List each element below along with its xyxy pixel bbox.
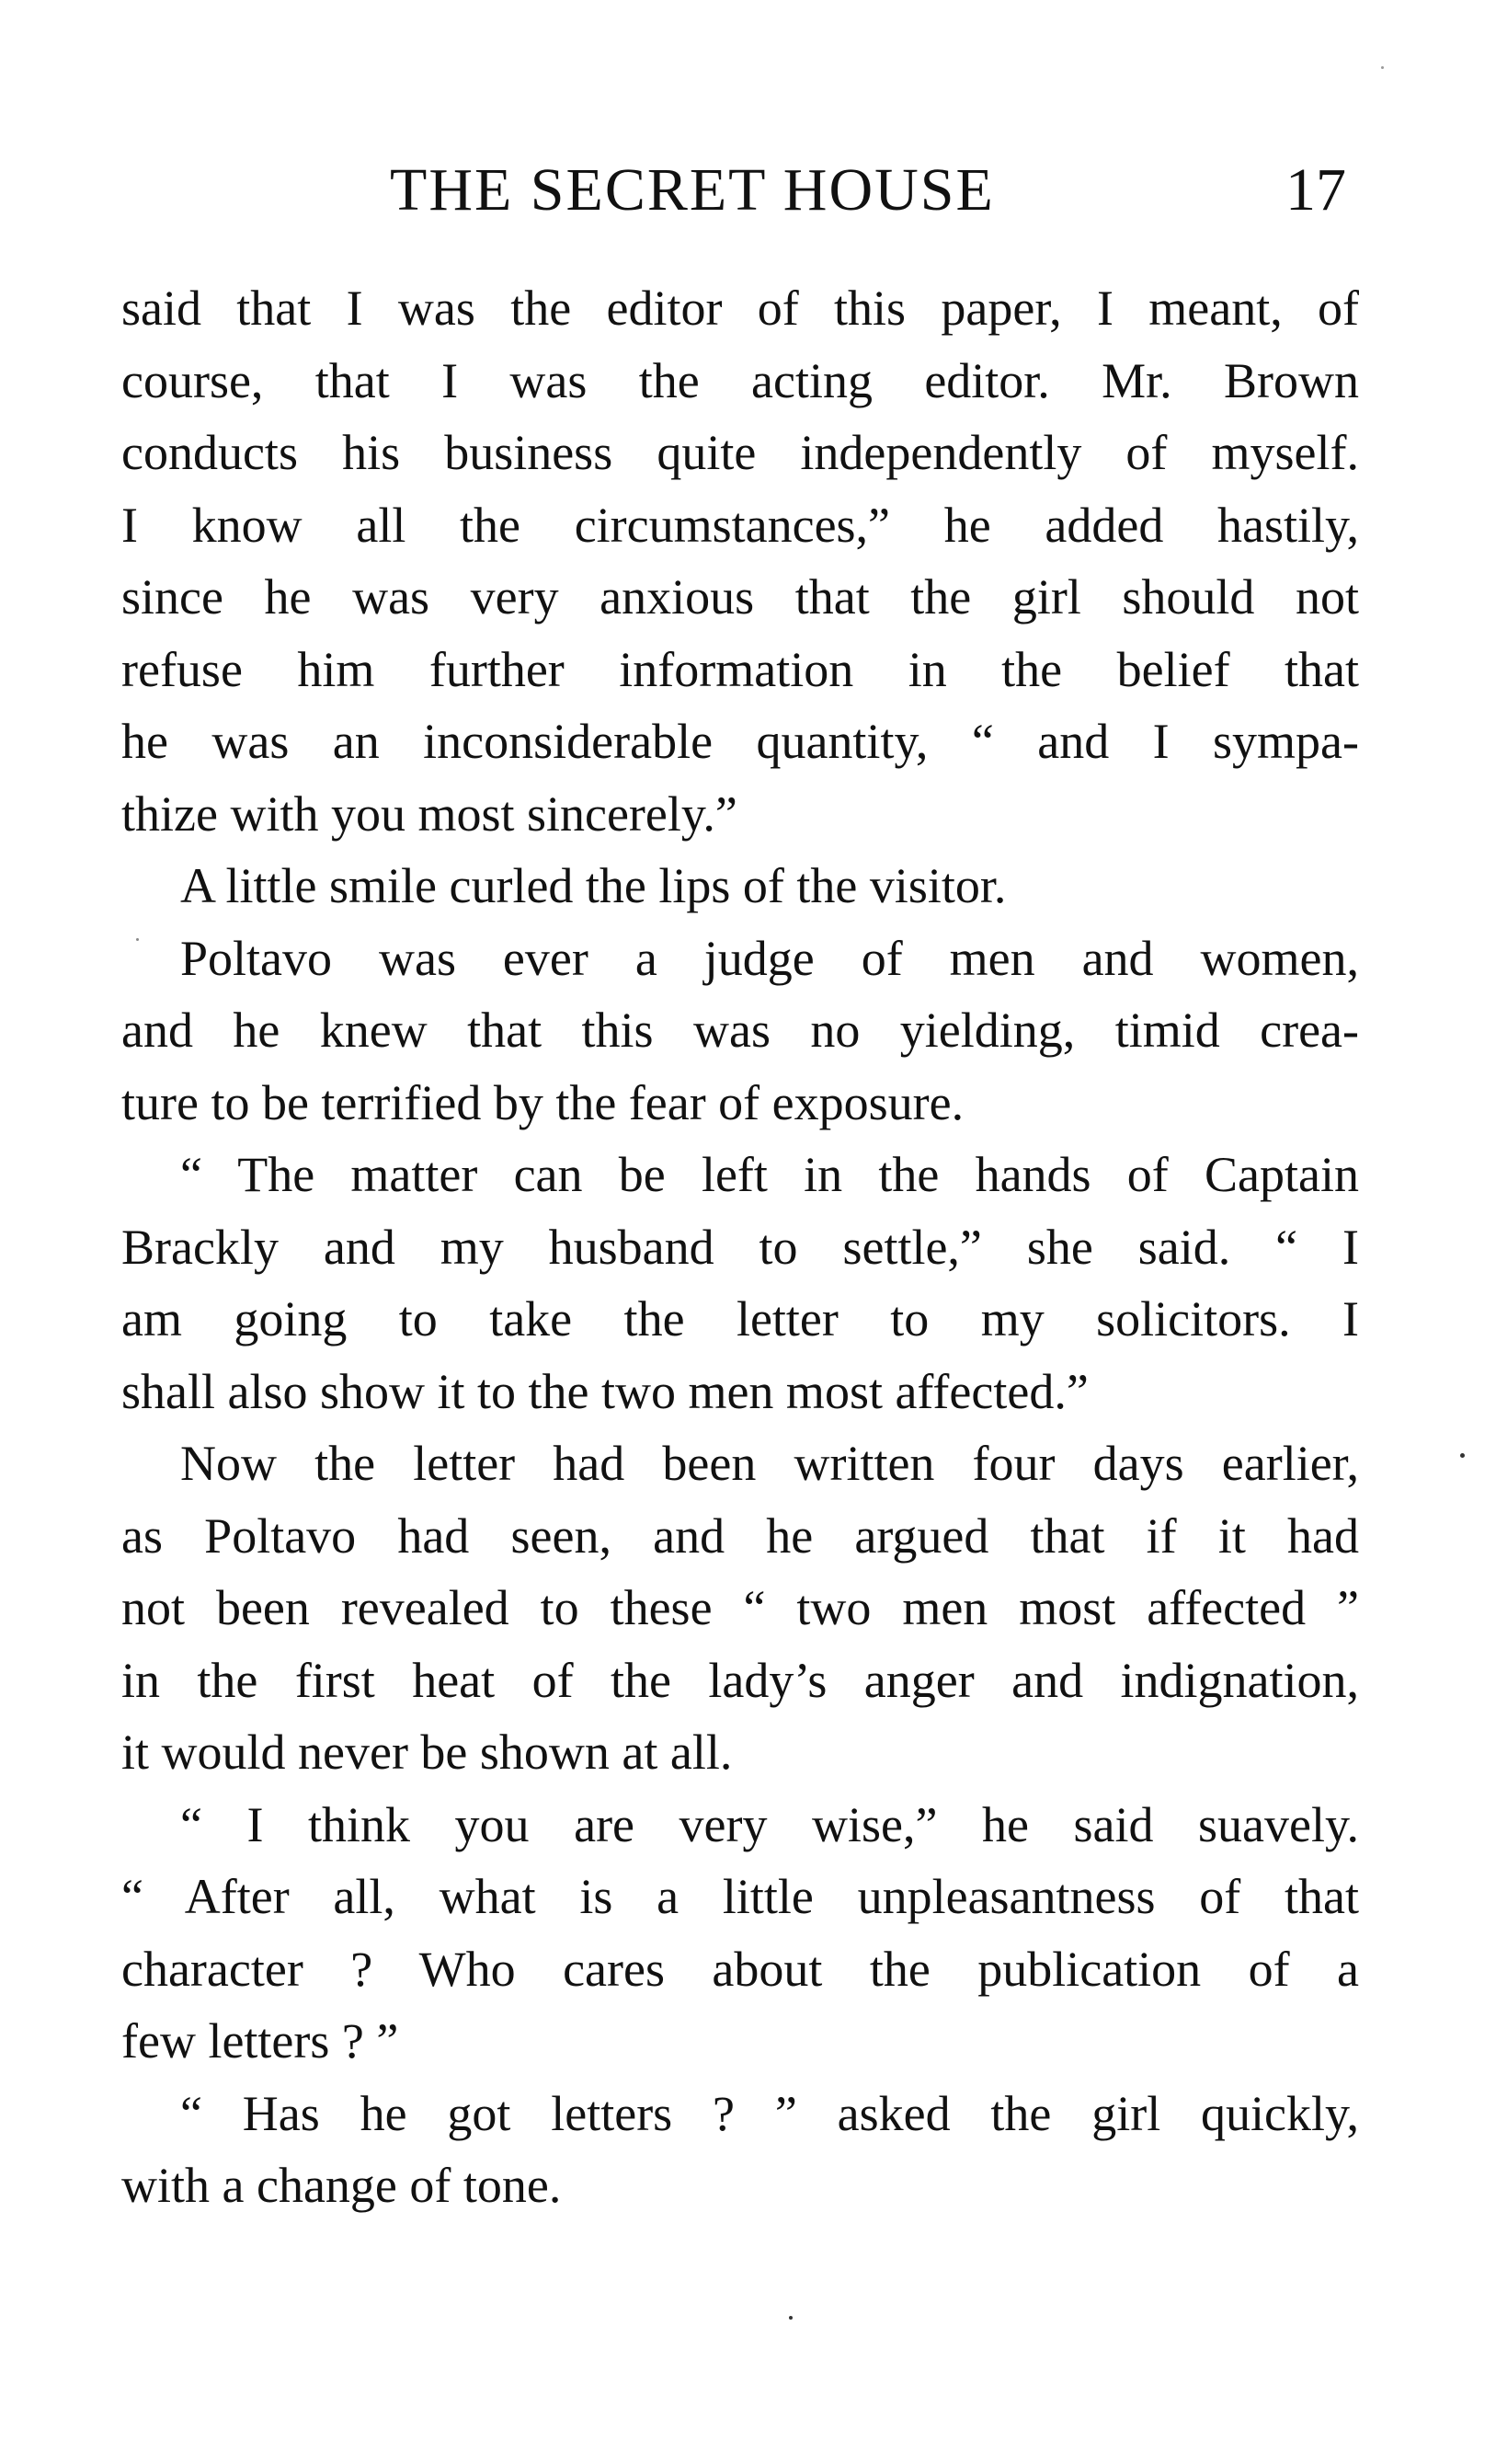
text-line: conducts his business quite independently of myself. — [121, 425, 1359, 480]
text-line: Now the letter had been written four days earlier, — [180, 1436, 1359, 1491]
text-line: since he was very anxious that the girl should not — [121, 569, 1359, 625]
text-line: in the first heat of the lady’s anger and indignation, — [121, 1652, 1359, 1708]
paragraph — [121, 272, 1359, 850]
text-line: few letters ? ” — [121, 2013, 399, 2069]
text-line: “ The matter can be left in the hands of Captain — [180, 1147, 1359, 1202]
print-speck — [1381, 66, 1384, 69]
paragraph — [121, 1139, 1359, 1427]
text-line: “ Has he got letters ? ” asked the girl quickly, — [180, 2085, 1359, 2141]
text-line: as Poltavo had seen, and he argued that if it had — [121, 1507, 1359, 1564]
text-line: Poltavo was ever a judge of men and women, — [180, 930, 1359, 986]
paragraph — [121, 1427, 1359, 1789]
text-line: it would never be shown at all. — [121, 1725, 733, 1780]
text-line: said that I was the editor of this paper, I meant, of — [121, 281, 1359, 336]
paragraph — [121, 2078, 1359, 2222]
text-line: am going to take the letter to my solicitors. I — [121, 1291, 1359, 1347]
text-line: refuse him further information in the belief that — [121, 641, 1359, 697]
text-line: character ? Who cares about the publication of a — [121, 1941, 1359, 1997]
paragraph — [121, 1789, 1359, 2078]
body-text — [121, 272, 1359, 2222]
running-head — [0, 149, 1496, 232]
text-line: “ After all, what is a little unpleasantness of that — [121, 1869, 1359, 1924]
print-speck — [789, 2316, 793, 2320]
page-number: 17 — [1285, 156, 1346, 223]
text-line: A little smile curled the lips of the visitor. — [180, 858, 1007, 913]
text-line: “ I think you are very wise,” he said suavely. — [180, 1796, 1359, 1852]
text-line: with a change of tone. — [121, 2158, 562, 2213]
paragraph — [121, 850, 1359, 923]
paragraph — [121, 923, 1359, 1140]
text-line: ture to be terrified by the fear of exposure. — [121, 1074, 965, 1130]
running-head-title: THE SECRET HOUSE — [390, 156, 995, 223]
text-line: course, that I was the acting editor. Mr. Brown — [121, 352, 1359, 408]
text-line: shall also show it to the two men most affected.” — [121, 1363, 1089, 1419]
text-line: thize with you most sincerely.” — [121, 785, 737, 842]
text-line: I know all the circumstances,” he added hastily, — [121, 497, 1359, 553]
text-line: Brackly and my husband to settle,” she said. “ I — [121, 1219, 1359, 1275]
text-line: not been revealed to these “ two men most affected ” — [121, 1580, 1359, 1635]
print-speck — [1460, 1453, 1465, 1458]
text-line: and he knew that this was no yielding, timid crea- — [121, 1003, 1359, 1058]
text-line: he was an inconsiderable quantity, “ and I sympa- — [121, 714, 1359, 769]
print-speck — [136, 938, 139, 941]
